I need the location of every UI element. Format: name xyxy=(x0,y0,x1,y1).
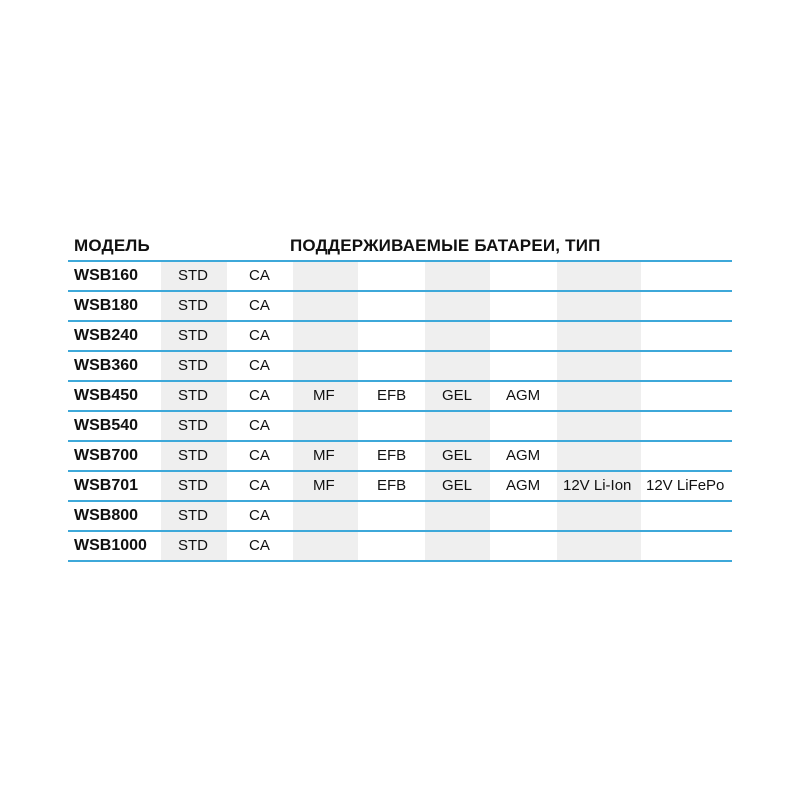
cell-std: STD xyxy=(178,537,208,554)
table-row xyxy=(68,262,732,292)
cell-std: STD xyxy=(178,417,208,434)
cell-efb: EFB xyxy=(377,477,407,494)
cell-std: STD xyxy=(178,447,208,464)
table-body xyxy=(68,262,732,562)
cell-mf: MF xyxy=(313,447,335,464)
cell-model: WSB1000 xyxy=(74,537,147,554)
table-row xyxy=(68,442,732,472)
table-row xyxy=(68,382,732,412)
cell-efb: EFB xyxy=(377,387,407,404)
cell-model: WSB450 xyxy=(74,387,139,404)
table-row xyxy=(68,472,732,502)
table-row xyxy=(68,502,732,532)
cell-ca: CA xyxy=(249,267,270,284)
cell-gel: GEL xyxy=(442,387,473,404)
cell-ca: CA xyxy=(249,477,270,494)
cell-ca: CA xyxy=(249,447,270,464)
cell-mf: MF xyxy=(313,477,335,494)
cell-std: STD xyxy=(178,387,208,404)
cell-model: WSB540 xyxy=(74,417,139,434)
cell-ca: CA xyxy=(249,327,270,344)
cell-std: STD xyxy=(178,297,208,314)
cell-model: WSB160 xyxy=(74,267,139,284)
cell-ca: CA xyxy=(249,417,270,434)
cell-model: WSB701 xyxy=(74,477,139,494)
cell-std: STD xyxy=(178,477,208,494)
table-row xyxy=(68,352,732,382)
cell-std: STD xyxy=(178,357,208,374)
cell-ca: CA xyxy=(249,507,270,524)
cell-std: STD xyxy=(178,507,208,524)
cell-model: WSB240 xyxy=(74,327,139,344)
header-model: МОДЕЛЬ xyxy=(74,236,150,255)
cell-lifepo: 12V LiFePo xyxy=(646,477,725,494)
cell-model: WSB180 xyxy=(74,297,139,314)
cell-liion: 12V Li-Ion xyxy=(563,477,632,494)
cell-mf: MF xyxy=(313,387,335,404)
cell-efb: EFB xyxy=(377,447,407,464)
cell-agm: AGM xyxy=(506,447,541,464)
cell-model: WSB800 xyxy=(74,507,139,524)
cell-ca: CA xyxy=(249,297,270,314)
cell-ca: CA xyxy=(249,537,270,554)
cell-gel: GEL xyxy=(442,477,473,494)
cell-ca: CA xyxy=(249,387,270,404)
cell-model: WSB360 xyxy=(74,357,139,374)
table-row xyxy=(68,412,732,442)
cell-agm: AGM xyxy=(506,477,541,494)
cell-gel: GEL xyxy=(442,447,473,464)
table-header xyxy=(68,230,732,260)
header-battery-types: ПОДДЕРЖИВАЕМЫЕ БАТАРЕИ, ТИП xyxy=(290,236,601,255)
cell-std: STD xyxy=(178,327,208,344)
cell-agm: AGM xyxy=(506,387,541,404)
cell-ca: CA xyxy=(249,357,270,374)
cell-model: WSB700 xyxy=(74,447,139,464)
table-row xyxy=(68,292,732,322)
battery-compatibility-table xyxy=(68,230,732,562)
table-row xyxy=(68,532,732,562)
cell-std: STD xyxy=(178,267,208,284)
table-row xyxy=(68,322,732,352)
